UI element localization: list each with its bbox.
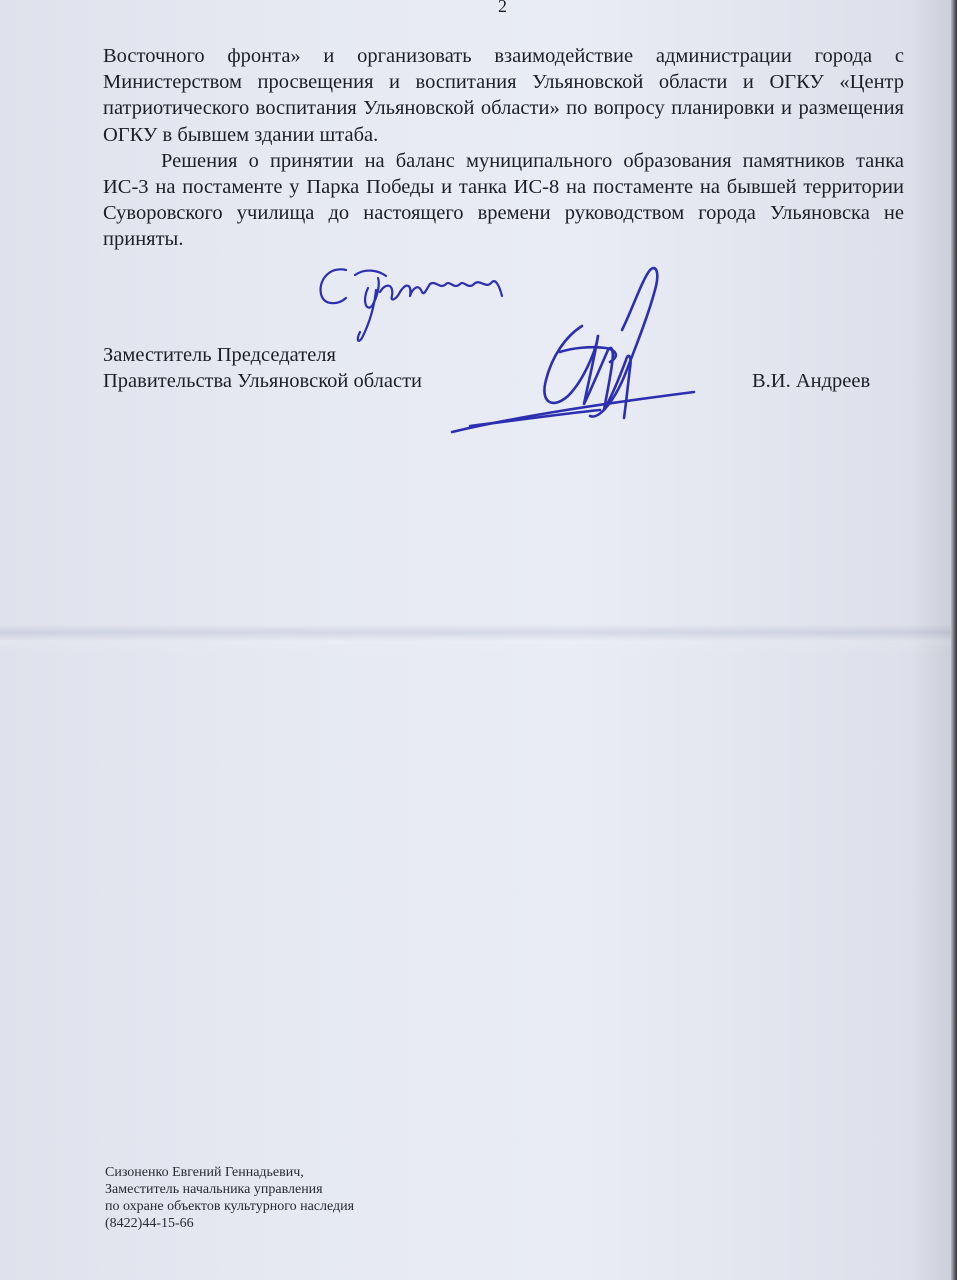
page-edge-shadow [951,0,957,1280]
letter-body [103,43,904,253]
signature-scribble [452,268,694,432]
paragraph-decision: Решения о принятии на баланс муниципального образования памятников танка ИС-3 на постаменте у Парка Победы и танка ИС-8 на постаменте на бывшей территории Суворовского училища до настоящего времени руководством города Ульяновска не приняты. [103,149,904,251]
signatory-title-line2: Правительства Ульяновской области [103,370,423,392]
signatory-title [103,342,422,394]
page-number: 2 [498,0,507,16]
signatory-title-line1: Заместитель Председателя [103,344,336,366]
handwritten-regards-note [321,269,502,341]
executor-info [105,1164,354,1232]
signatory-name: В.И. Андреев [752,370,871,392]
executor-name: Сизоненко Евгений Геннадьевич, [105,1165,304,1180]
paragraph-continuation: Восточного фронта» и организовать взаимодействие администрации города с Министерством просвещения и воспитания Ульяновской области и ОГКУ «Центр патриотического воспитания Ульяновской области» по вопросу планировки и размещения ОГКУ в бывшем здании штаба. [103,45,904,146]
executor-position-line1: Заместитель начальника управления [105,1182,323,1197]
executor-position-line2: по охране объектов культурного наследия [105,1199,355,1214]
executor-phone: (8422)44-15-66 [105,1216,194,1231]
